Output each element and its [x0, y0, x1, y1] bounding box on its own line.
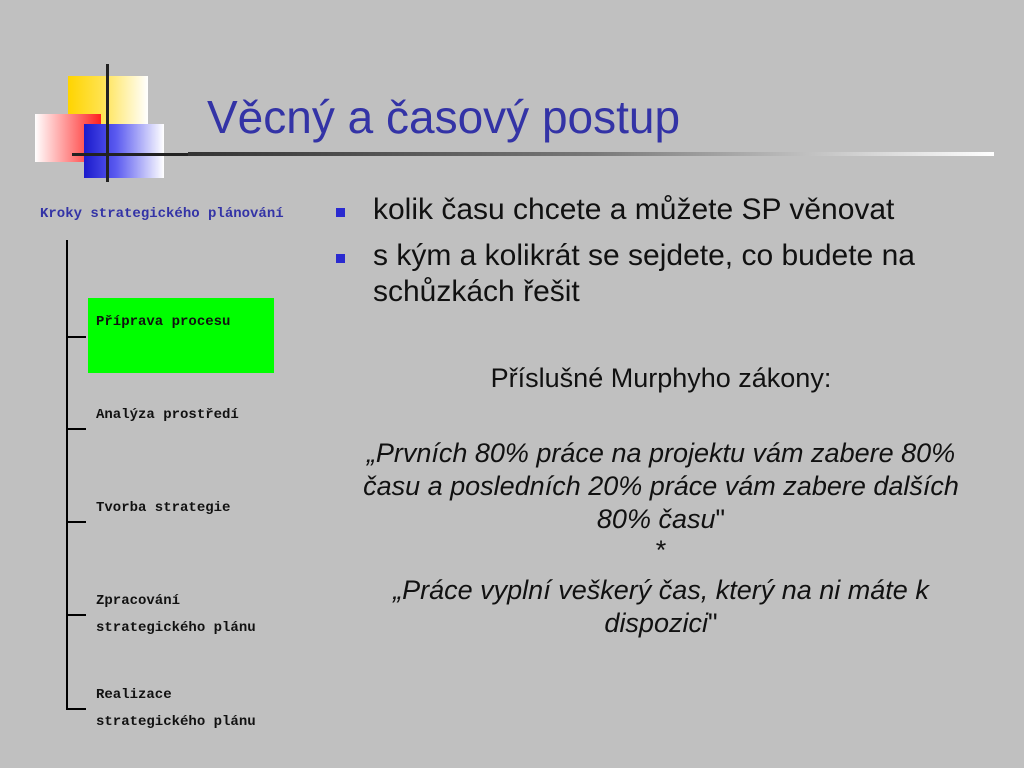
bullet-list	[336, 192, 1003, 320]
bullet-item	[336, 238, 1003, 310]
step-label: strategického plánu	[96, 620, 256, 636]
step-label: Realizace	[96, 687, 172, 703]
step-connector	[66, 521, 86, 523]
step-connector	[66, 336, 86, 338]
murphy-quote-2	[336, 574, 986, 640]
step-item-priprava	[96, 309, 230, 336]
decorative-logo	[0, 0, 200, 200]
bullet-text: s kým a kolikrát se sejdete, co budete na schůzkách řešit	[373, 239, 915, 308]
step-item-tvorba	[96, 495, 230, 522]
step-label: Zpracování	[96, 593, 181, 609]
square-bullet-icon	[336, 208, 345, 217]
step-item-realizace	[96, 682, 256, 736]
step-label: Tvorba strategie	[96, 500, 231, 516]
title-underline	[188, 152, 994, 156]
steps-header: Kroky strategického plánování	[40, 206, 284, 222]
blue-square-decoration	[84, 124, 164, 178]
steps-tree-line	[66, 240, 68, 710]
step-connector	[66, 428, 86, 430]
step-label: Analýza prostředí	[96, 407, 239, 423]
step-label: strategického plánu	[96, 714, 256, 730]
bullet-text: kolik času chcete a můžete SP věnovat	[373, 193, 895, 226]
step-item-zpracovani	[96, 588, 256, 642]
step-item-analyza	[96, 402, 239, 429]
murphy-quote-1	[336, 437, 986, 536]
quote-close-mark: "	[707, 608, 718, 638]
quote-text: „Práce vyplní veškerý čas, který na ni máte k dispozici	[393, 575, 929, 638]
murphy-heading: Příslušné Murphyho zákony:	[490, 363, 832, 393]
step-connector	[66, 708, 86, 710]
logo-vertical-line	[106, 64, 109, 182]
slide-title: Věcný a časový postup	[207, 91, 681, 143]
quote-close-mark: "	[715, 504, 726, 534]
logo-horizontal-line	[72, 153, 190, 156]
bullet-item	[336, 192, 1003, 228]
square-bullet-icon	[336, 254, 345, 263]
step-label: Příprava procesu	[96, 314, 231, 330]
quote-text: „Prvních 80% práce na projektu vám zabere 80% času a posledních 20% práce vám zabere dalších 80% času	[363, 438, 959, 534]
quote-separator: *	[655, 535, 667, 565]
step-connector	[66, 614, 86, 616]
